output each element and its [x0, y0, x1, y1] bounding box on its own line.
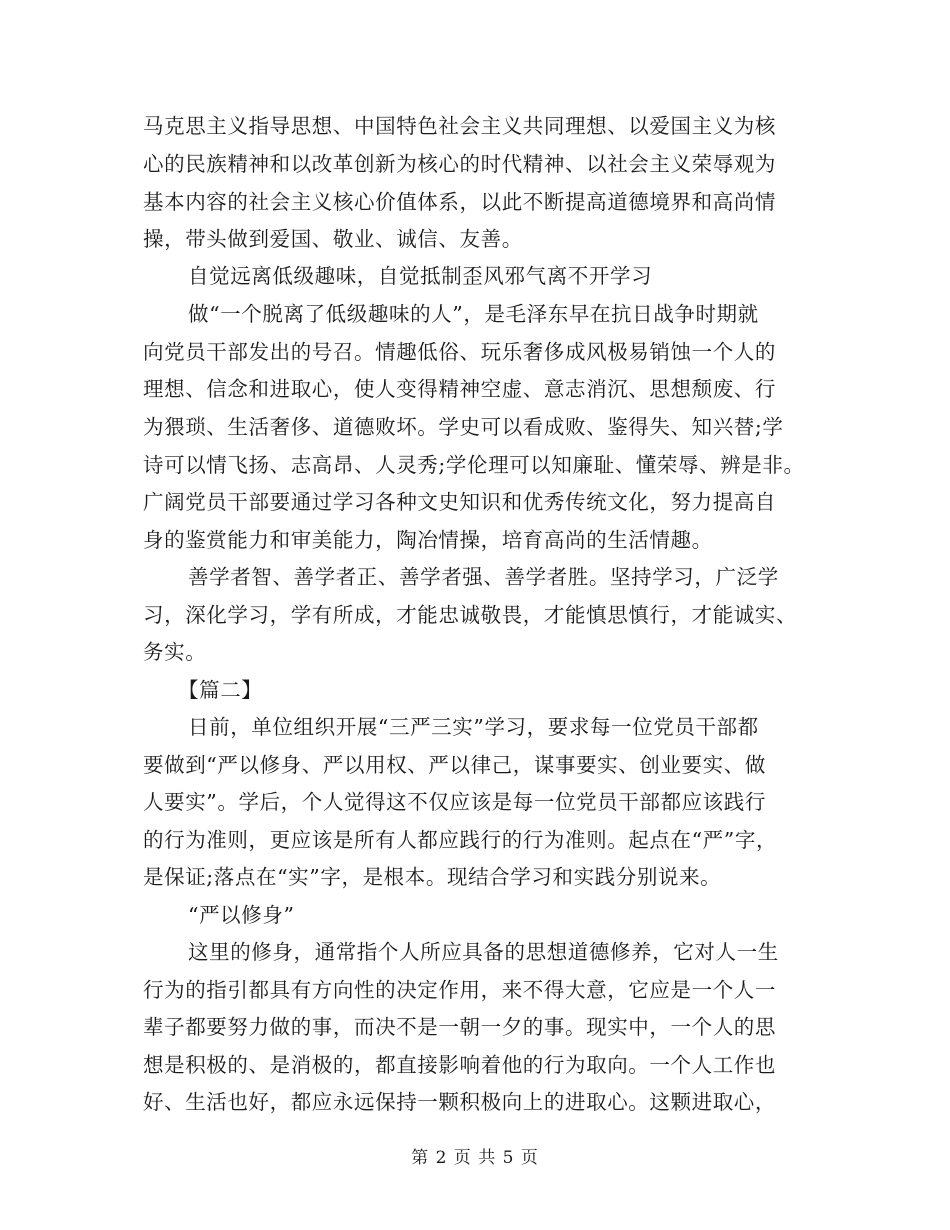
body-line: 做“一个脱离了低级趣味的人”，是毛泽东早在抗日战争时期就	[188, 302, 759, 326]
page-footer: 第 2 页 共 5 页	[411, 1148, 539, 1168]
body-line: 务实。	[143, 640, 207, 664]
body-line: 人要实”。学后，个人觉得这不仅应该是每一位党员干部都应该践行	[143, 790, 766, 814]
body-line: 心的民族精神和以改革创新为核心的时代精神、以社会主义荣辱观为	[143, 152, 776, 176]
body-line: 操，带头做到爱国、敬业、诚信、友善。	[143, 227, 523, 251]
body-line: 行为的指引都具有方向性的决定作用，来不得大意，它应是一个人一	[143, 978, 776, 1002]
body-line: 马克思主义指导思想、中国特色社会主义共同理想、以爱国主义为核	[143, 114, 776, 138]
body-line: 想是积极的、是消极的，都直接影响着他的行为取向。一个人工作也	[143, 1053, 776, 1077]
body-line: 辈子都要努力做的事，而决不是一朝一夕的事。现实中，一个人的思	[143, 1015, 776, 1039]
body-line: 习，深化学习，学有所成，才能忠诚敬畏，才能慎思慎行，才能诚实、	[143, 603, 798, 627]
body-line: 的行为准则，更应该是所有人都应践行的行为准则。起点在“严”字，	[143, 828, 778, 852]
body-line: 诗可以情飞扬、志高昂、人灵秀;学伦理可以知廉耻、懂荣辱、辨是非。	[143, 453, 805, 477]
body-line: 为猥琐、生活奢侈、道德败坏。学史可以看成败、鉴得失、知兴替;学	[143, 415, 784, 439]
body-line: 好、生活也好，都应永远保持一颗积极向上的进取心。这颗进取心，	[143, 1090, 776, 1114]
section-heading: 自觉远离低级趣味，自觉抵制歪风邪气离不开学习	[188, 264, 653, 288]
body-line: 是保证;落点在“实”字，是根本。现结合学习和实践分别说来。	[143, 865, 722, 889]
body-line: 身的鉴赏能力和审美能力，陶冶情操，培育高尚的生活情趣。	[143, 528, 713, 552]
section-heading: “严以修身”	[188, 903, 295, 927]
body-line: 基本内容的社会主义核心价值体系，以此不断提高道德境界和高尚情	[143, 190, 776, 214]
body-line: 理想、信念和进取心，使人变得精神空虚、意志消沉、思想颓废、行	[143, 377, 776, 401]
body-line: 广阔党员干部要通过学习各种文史知识和优秀传统文化，努力提高自	[143, 490, 776, 514]
body-line: 要做到“严以修身、严以用权、严以律己，谋事要实、创业要实、做	[143, 753, 766, 777]
body-line: 善学者智、善学者正、善学者强、善学者胜。坚持学习，广泛学	[188, 565, 779, 589]
chapter-heading: 【篇二】	[178, 678, 263, 702]
body-line: 日前，单位组织开展“三严三实”学习，要求每一位党员干部都	[188, 715, 759, 739]
body-line: 这里的修身，通常指个人所应具备的思想道德修养，它对人一生	[188, 940, 779, 964]
body-line: 向党员干部发出的号召。情趣低俗、玩乐奢侈成风极易销蚀一个人的	[143, 340, 776, 364]
